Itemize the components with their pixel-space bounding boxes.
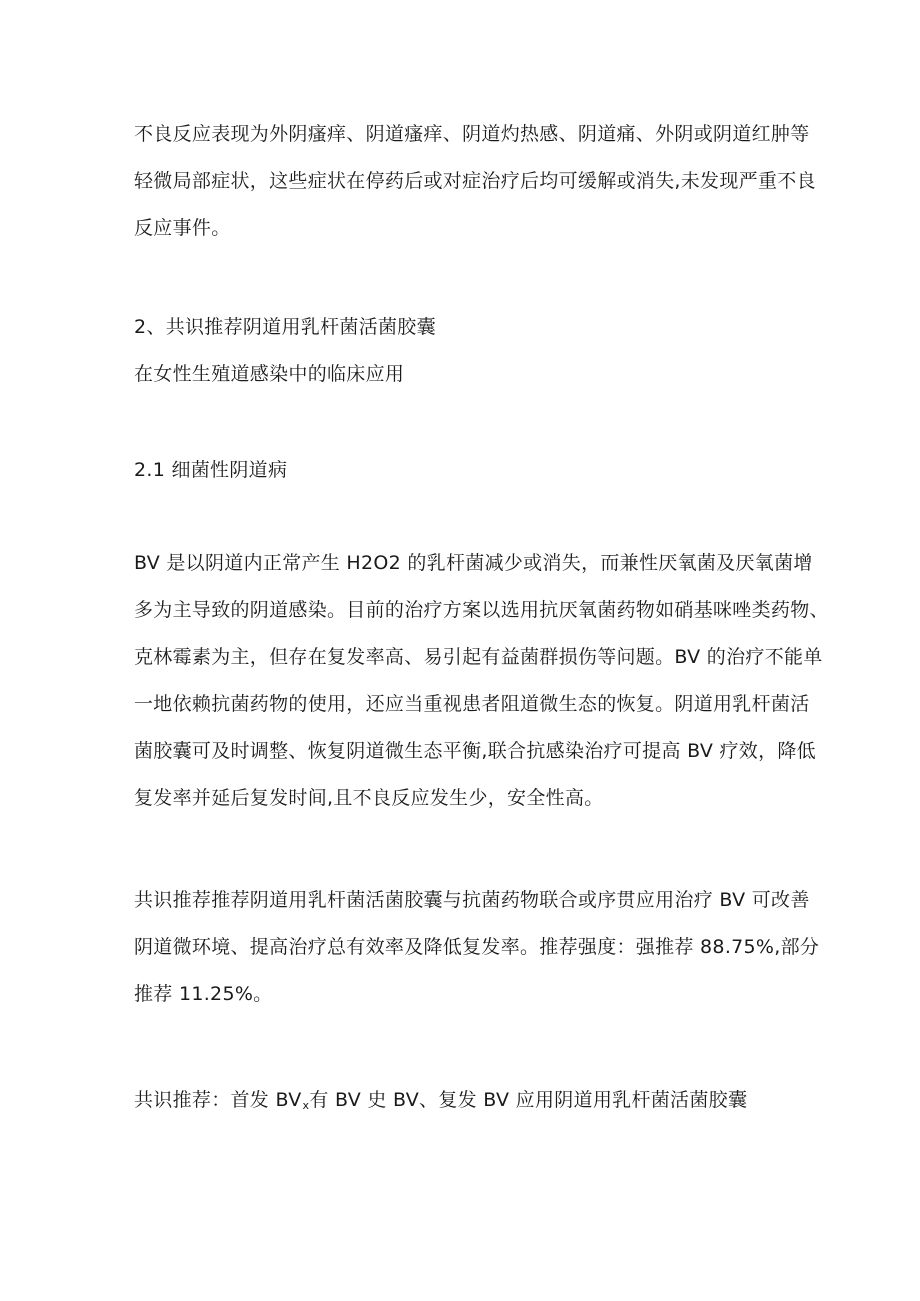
subsection-heading bbox=[134, 447, 794, 494]
heading-line: 在女性生殖道感染中的临床应用 bbox=[134, 363, 405, 385]
paragraph-adverse-reactions bbox=[134, 111, 816, 252]
text-line: 轻微局部症状，这些症状在停药后或对症治疗后均可缓解或消失,未发现严重不良 bbox=[134, 170, 816, 192]
text-line: 阴道微环境、提高治疗总有效率及降低复发率。推荐强度：强推荐 88.75%,部分 bbox=[134, 936, 820, 958]
text-line: 共识推荐推荐阴道用乳杆菌活菌胶囊与抗菌药物联合或序贯应用治疗 BV 可改善 bbox=[134, 889, 810, 911]
heading-line: 2、共识推荐阴道用乳杆菌活菌胶囊 bbox=[134, 316, 436, 338]
final-text-end: 有 BV 史 BV、复发 BV 应用阴道用乳杆菌活菌胶囊 bbox=[309, 1089, 748, 1111]
final-text-start: 共识推荐：首发 BV bbox=[134, 1089, 302, 1111]
paragraph-recommendation bbox=[134, 877, 820, 1018]
text-line: 复发率并延后复发时间,且不良反应发生少，安全性高。 bbox=[134, 787, 604, 809]
text-line: 克林霉素为主，但存在复发率高、易引起有益菌群损伤等问题。BV 的治疗不能单 bbox=[134, 646, 823, 668]
final-recommendation bbox=[134, 1077, 794, 1124]
subscript-x: x bbox=[302, 1099, 310, 1112]
text-line: 推荐 11.25%。 bbox=[134, 983, 273, 1005]
paragraph-bacterial-vaginosis bbox=[134, 540, 829, 822]
heading-line: 2.1 细菌性阴道病 bbox=[134, 459, 288, 481]
section-heading bbox=[134, 304, 794, 398]
text-line: BV 是以阴道内正常产生 H2O2 的乳杆菌减少或消失，而兼性厌氧菌及厌氧菌增 bbox=[134, 552, 813, 574]
text-line: 反应事件。 bbox=[134, 217, 231, 239]
text-line: 一地依赖抗菌药物的使用，还应当重视患者阻道微生态的恢复。阴道用乳杆菌活 bbox=[134, 693, 810, 715]
text-line: 菌胶囊可及时调整、恢复阴道微生态平衡,联合抗感染治疗可提高 BV 疗效，降低 bbox=[134, 740, 816, 762]
text-line: 多为主导致的阴道感染。目前的治疗方案以选用抗厌氧菌药物如硝基咪唑类药物、 bbox=[134, 599, 829, 621]
text-line: 不良反应表现为外阴瘙痒、阴道瘙痒、阴道灼热感、阴道痛、外阴或阴道红肿等 bbox=[134, 123, 810, 145]
text-line bbox=[134, 1077, 794, 1124]
